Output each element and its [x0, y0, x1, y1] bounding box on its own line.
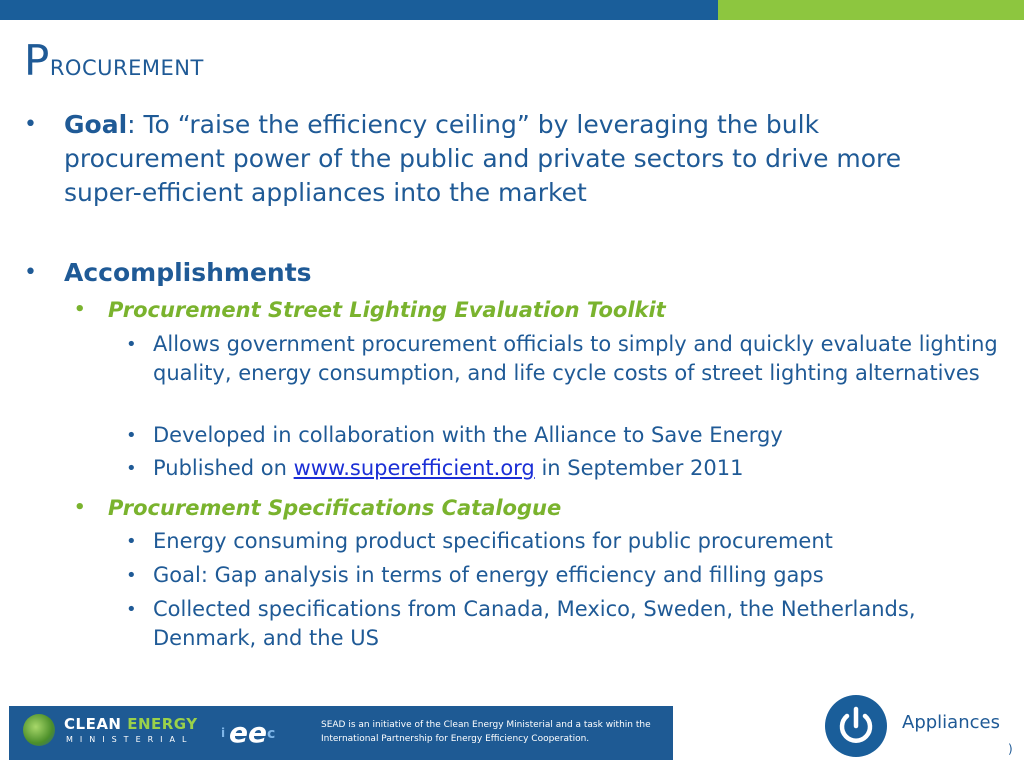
- list-item: • Developed in collaboration with the Alliance to Save Energy: [153, 421, 1003, 450]
- bullet-icon: •: [74, 299, 86, 320]
- toolkit-heading: • Procurement Street Lighting Evaluation Toolkit: [108, 295, 968, 325]
- goal-label: Goal: [64, 110, 128, 139]
- goal-text: : To “raise the efficiency ceiling” by leveraging the bulk procurement power of the public and private sectors to drive more super-efficient appliances into the market: [64, 110, 902, 207]
- list-item: • Energy consuming product specifications for public procurement: [153, 527, 1003, 556]
- bullet-icon: •: [126, 425, 137, 446]
- bullet-icon: •: [126, 599, 137, 620]
- bullet-icon: •: [126, 531, 137, 552]
- page-number: ): [1008, 742, 1013, 756]
- accomplishments-bullet: [24, 256, 984, 290]
- catalogue-heading: • Procurement Specifications Catalogue: [108, 493, 968, 523]
- bullet-icon: •: [24, 260, 37, 285]
- ipeec-logo: i ee c: [221, 716, 276, 749]
- superefficient-link[interactable]: www.superefficient.org: [293, 456, 535, 480]
- clean-energy-logo-text: CLEAN ENERGY: [64, 715, 198, 733]
- footer-banner: [9, 706, 673, 760]
- list-item: • Collected specifications from Canada, Mexico, Sweden, the Netherlands, Denmark, and the US: [126, 597, 916, 650]
- top-bar-blue: [0, 0, 718, 20]
- bullet-icon: •: [24, 112, 37, 137]
- bullet-icon: •: [126, 334, 137, 355]
- list-item: • Allows government procurement officials to simply and quickly evaluate lighting quality, energy consumption, and life cycle costs of street lighting alternatives: [126, 332, 998, 385]
- bullet-icon: •: [74, 497, 86, 518]
- top-bar-green: [718, 0, 1024, 20]
- goal-bullet: [24, 108, 984, 210]
- appliances-label: Appliances: [902, 712, 1000, 733]
- bullet-icon: •: [126, 458, 137, 479]
- list-item: • Goal: Gap analysis in terms of energy efficiency and filling gaps: [153, 561, 1003, 590]
- sead-description: SEAD is an initiative of the Clean Energy Ministerial and a task within the International Partnership for Energy Efficiency Cooperation.: [321, 720, 651, 744]
- bullet-icon: •: [126, 565, 137, 586]
- globe-icon: [23, 714, 55, 746]
- page-title: Procurement: [24, 36, 204, 85]
- power-icon: [825, 695, 887, 757]
- accomplishments-label: Accomplishments: [64, 258, 312, 287]
- ministerial-text: MINISTERIAL: [66, 735, 194, 744]
- published-item: • Published on www.superefficient.org in September 2011: [153, 454, 1003, 483]
